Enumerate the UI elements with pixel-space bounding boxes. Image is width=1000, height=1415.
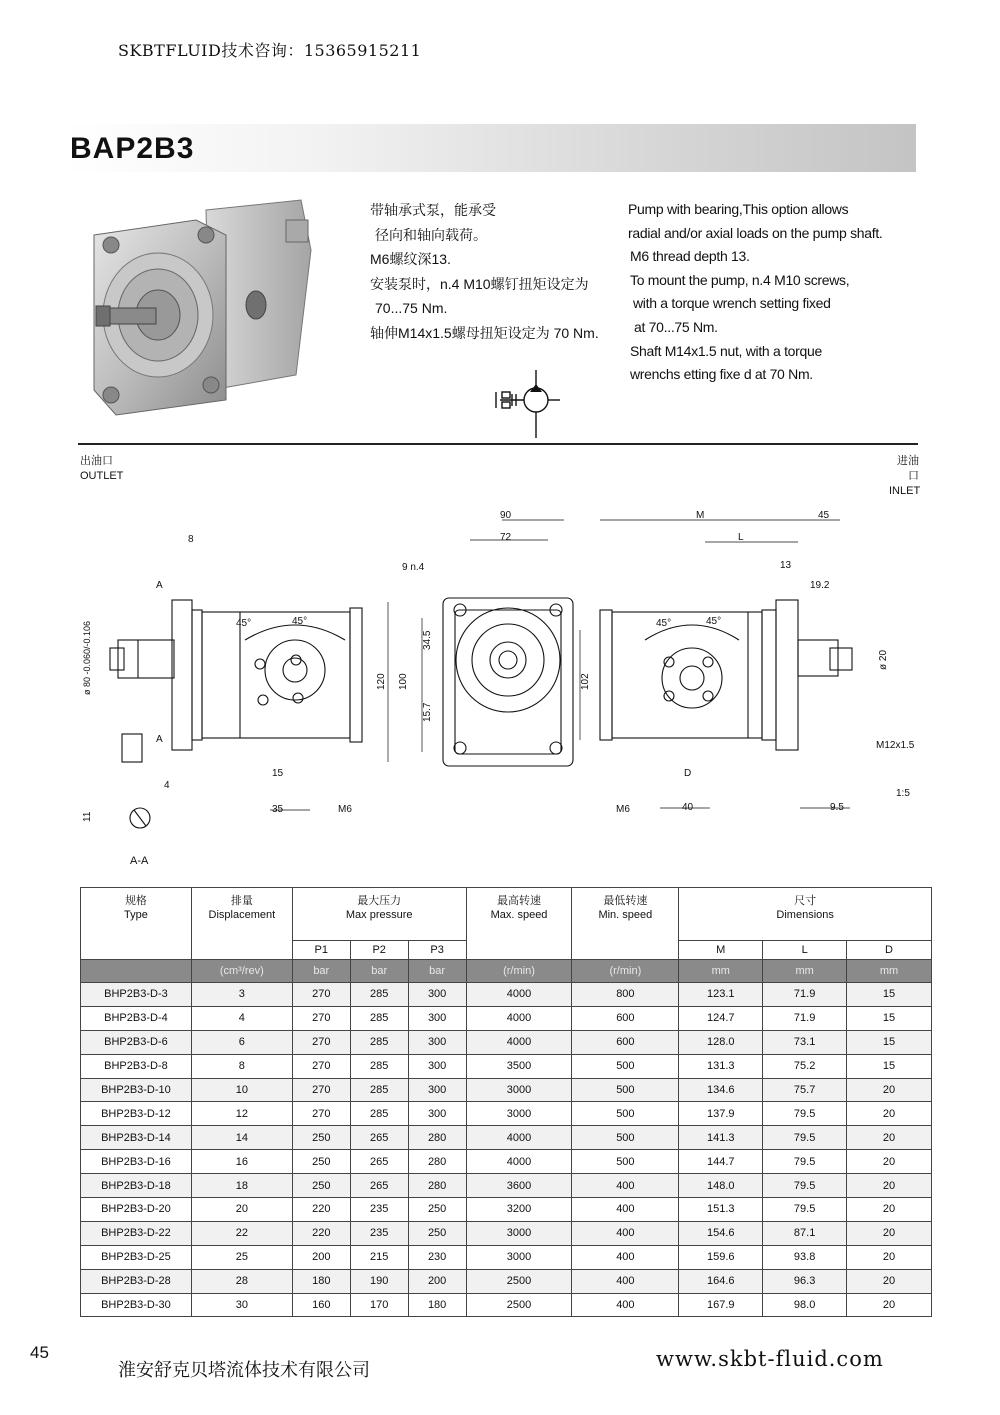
unit-cell: bar [350, 960, 408, 983]
value-cell: 3000 [466, 1245, 572, 1269]
dim-8: 8 [188, 534, 194, 545]
value-cell: 93.8 [763, 1245, 847, 1269]
value-cell: 22 [191, 1221, 292, 1245]
angle-45-d: 45° [706, 616, 722, 627]
header-type: 规格 Type [81, 888, 192, 960]
value-cell: 12 [191, 1102, 292, 1126]
value-cell: 300 [408, 1102, 466, 1126]
value-cell: 265 [350, 1174, 408, 1198]
type-cell: BHP2B3-D-25 [81, 1245, 192, 1269]
dim-72: 72 [500, 532, 512, 543]
header-max-speed: 最高转速 Max. speed [466, 888, 572, 960]
value-cell: 15 [847, 1030, 932, 1054]
value-cell: 250 [292, 1174, 350, 1198]
value-cell: 20 [847, 1198, 932, 1222]
type-cell: BHP2B3-D-22 [81, 1221, 192, 1245]
value-cell: 98.0 [763, 1293, 847, 1317]
desc-cn-line: 70...75 Nm. [375, 300, 448, 316]
inlet-label: 进油口 INLET [889, 455, 921, 497]
table-row [81, 983, 932, 1007]
value-cell: 167.9 [679, 1293, 763, 1317]
value-cell: 400 [572, 1293, 679, 1317]
angle-45-b: 45° [292, 616, 308, 627]
dim-100: 100 [398, 673, 409, 690]
value-cell: 154.6 [679, 1221, 763, 1245]
value-cell: 151.3 [679, 1198, 763, 1222]
value-cell: 4000 [466, 983, 572, 1007]
value-cell: 144.7 [679, 1150, 763, 1174]
header-displacement: 排量 Displacement [191, 888, 292, 960]
value-cell: 128.0 [679, 1030, 763, 1054]
header-l: L [763, 941, 847, 960]
type-cell: BHP2B3-D-20 [81, 1198, 192, 1222]
value-cell: 79.5 [763, 1102, 847, 1126]
value-cell: 300 [408, 983, 466, 1007]
type-cell: BHP2B3-D-14 [81, 1126, 192, 1150]
value-cell: 141.3 [679, 1126, 763, 1150]
value-cell: 15 [847, 1006, 932, 1030]
dim-13: 13 [780, 560, 792, 571]
dim-34-5: 34.5 [422, 630, 433, 650]
table-row [81, 1078, 932, 1102]
value-cell: 235 [350, 1198, 408, 1222]
header-d: D [847, 941, 932, 960]
value-cell: 285 [350, 1054, 408, 1078]
value-cell: 300 [408, 1078, 466, 1102]
description-cn [370, 198, 600, 345]
units-row [81, 960, 932, 983]
description-en [628, 198, 898, 387]
type-cell: BHP2B3-D-4 [81, 1006, 192, 1030]
value-cell: 15 [847, 983, 932, 1007]
value-cell: 400 [572, 1269, 679, 1293]
unit-cell: mm [763, 960, 847, 983]
value-cell: 14 [191, 1126, 292, 1150]
header-p3: P3 [408, 941, 466, 960]
value-cell: 3 [191, 983, 292, 1007]
page-title: BAP2B3 [70, 132, 195, 165]
type-cell: BHP2B3-D-18 [81, 1174, 192, 1198]
desc-en-line: with a torque wrench setting fixed [633, 295, 831, 312]
value-cell: 4000 [466, 1030, 572, 1054]
value-cell: 800 [572, 983, 679, 1007]
value-cell: 20 [847, 1245, 932, 1269]
value-cell: 400 [572, 1221, 679, 1245]
value-cell: 18 [191, 1174, 292, 1198]
value-cell: 500 [572, 1126, 679, 1150]
value-cell: 15 [847, 1054, 932, 1078]
table-row [81, 1174, 932, 1198]
value-cell: 500 [572, 1078, 679, 1102]
dim-m: M [696, 510, 705, 521]
table-row [81, 1198, 932, 1222]
desc-en-line: Shaft M14x1.5 nut, with a torque [630, 342, 822, 359]
value-cell: 75.2 [763, 1054, 847, 1078]
dim-a-top: A [156, 580, 163, 591]
type-cell: BHP2B3-D-10 [81, 1078, 192, 1102]
table-row [81, 1269, 932, 1293]
header-pressure: 最大压力 Max pressure [292, 888, 466, 941]
value-cell: 270 [292, 1078, 350, 1102]
value-cell: 400 [572, 1174, 679, 1198]
value-cell: 280 [408, 1174, 466, 1198]
value-cell: 250 [408, 1198, 466, 1222]
dim-90: 90 [500, 510, 512, 521]
value-cell: 3000 [466, 1102, 572, 1126]
dim-4: 4 [164, 780, 170, 791]
value-cell: 20 [847, 1126, 932, 1150]
page-number: 45 [30, 1343, 49, 1362]
value-cell: 170 [350, 1293, 408, 1317]
spec-table [80, 887, 932, 1317]
value-cell: 270 [292, 1030, 350, 1054]
value-cell: 124.7 [679, 1006, 763, 1030]
value-cell: 71.9 [763, 1006, 847, 1030]
desc-en-line: M6 thread depth 13. [630, 248, 750, 265]
header-dimensions: 尺寸 Dimensions [679, 888, 932, 941]
unit-cell: bar [292, 960, 350, 983]
type-cell: BHP2B3-D-3 [81, 983, 192, 1007]
value-cell: 600 [572, 1006, 679, 1030]
dim-15-7: 15.7 [422, 702, 433, 722]
desc-cn-line: 安装泵时，n.4 M10螺钉扭矩设定为 [370, 275, 589, 292]
table-row [81, 1102, 932, 1126]
value-cell: 6 [191, 1030, 292, 1054]
value-cell: 250 [292, 1126, 350, 1150]
value-cell: 270 [292, 1006, 350, 1030]
dim-45: 45 [818, 510, 830, 521]
dim-20: ø 20 [878, 649, 889, 670]
value-cell: 131.3 [679, 1054, 763, 1078]
table-row [81, 1030, 932, 1054]
unit-cell: bar [408, 960, 466, 983]
pump-photo [86, 190, 344, 420]
value-cell: 180 [292, 1269, 350, 1293]
value-cell: 3600 [466, 1174, 572, 1198]
value-cell: 20 [847, 1293, 932, 1317]
value-cell: 400 [572, 1198, 679, 1222]
value-cell: 79.5 [763, 1150, 847, 1174]
dim-11: 11 [82, 811, 93, 822]
value-cell: 79.5 [763, 1198, 847, 1222]
technical-drawing [60, 490, 940, 880]
dim-m12: M12x1.5 [876, 740, 915, 751]
value-cell: 16 [191, 1150, 292, 1174]
desc-en-line: wrenchs etting fixe d at 70 Nm. [630, 366, 813, 383]
dim-35: 35 [272, 804, 284, 815]
unit-cell: (cm³/rev) [191, 960, 292, 983]
dim-m6-right: M6 [616, 804, 630, 815]
header-p1: P1 [292, 941, 350, 960]
value-cell: 3500 [466, 1054, 572, 1078]
value-cell: 71.9 [763, 983, 847, 1007]
value-cell: 220 [292, 1221, 350, 1245]
angle-45-a: 45° [236, 618, 252, 629]
table-row [81, 1150, 932, 1174]
value-cell: 270 [292, 1102, 350, 1126]
dim-ratio: 1:5 [896, 788, 910, 799]
desc-en-line: radial and/or axial loads on the pump shaft. [628, 224, 883, 241]
value-cell: 500 [572, 1102, 679, 1126]
header-contact: SKBTFLUID技术咨询：15365915211 [118, 41, 422, 60]
unit-cell: (r/min) [572, 960, 679, 983]
value-cell: 285 [350, 1078, 408, 1102]
value-cell: 73.1 [763, 1030, 847, 1054]
value-cell: 285 [350, 983, 408, 1007]
desc-en-line: at 70...75 Nm. [634, 318, 718, 335]
dim-9n4: 9 n.4 [402, 562, 425, 573]
value-cell: 123.1 [679, 983, 763, 1007]
value-cell: 500 [572, 1054, 679, 1078]
value-cell: 137.9 [679, 1102, 763, 1126]
value-cell: 285 [350, 1030, 408, 1054]
value-cell: 400 [572, 1245, 679, 1269]
type-cell: BHP2B3-D-8 [81, 1054, 192, 1078]
value-cell: 220 [292, 1198, 350, 1222]
type-cell: BHP2B3-D-12 [81, 1102, 192, 1126]
dim-aa: A-A [130, 855, 149, 867]
unit-cell: mm [847, 960, 932, 983]
hydraulic-pump-symbol [494, 368, 564, 440]
dim-102: 102 [580, 673, 591, 690]
value-cell: 20 [847, 1221, 932, 1245]
value-cell: 215 [350, 1245, 408, 1269]
value-cell: 20 [847, 1174, 932, 1198]
value-cell: 200 [292, 1245, 350, 1269]
value-cell: 20 [847, 1102, 932, 1126]
table-row [81, 1221, 932, 1245]
value-cell: 285 [350, 1006, 408, 1030]
value-cell: 10 [191, 1078, 292, 1102]
value-cell: 250 [408, 1221, 466, 1245]
value-cell: 160 [292, 1293, 350, 1317]
desc-cn-line: 轴伸M14x1.5螺母扭矩设定为 70 Nm. [370, 324, 599, 341]
value-cell: 235 [350, 1221, 408, 1245]
value-cell: 300 [408, 1054, 466, 1078]
value-cell: 164.6 [679, 1269, 763, 1293]
footer-company: 淮安舒克贝塔流体技术有限公司 [118, 1360, 370, 1381]
value-cell: 180 [408, 1293, 466, 1317]
section-divider [78, 443, 918, 445]
value-cell: 79.5 [763, 1126, 847, 1150]
dim-a-bottom: A [156, 734, 163, 745]
dim-120: 120 [376, 673, 387, 690]
value-cell: 30 [191, 1293, 292, 1317]
table-row [81, 1126, 932, 1150]
value-cell: 25 [191, 1245, 292, 1269]
value-cell: 4000 [466, 1126, 572, 1150]
value-cell: 265 [350, 1126, 408, 1150]
dim-40: 40 [682, 802, 694, 813]
desc-en-line: Pump with bearing,This option allows [628, 201, 849, 217]
value-cell: 300 [408, 1006, 466, 1030]
dim-19-2: 19.2 [810, 580, 830, 591]
outlet-label: 出油口 OUTLET [80, 455, 124, 482]
value-cell: 2500 [466, 1293, 572, 1317]
value-cell: 270 [292, 1054, 350, 1078]
value-cell: 20 [847, 1150, 932, 1174]
value-cell: 20 [847, 1269, 932, 1293]
footer-website[interactable]: www.skbt-fluid.com [656, 1347, 884, 1371]
table-row [81, 1054, 932, 1078]
value-cell: 270 [292, 983, 350, 1007]
value-cell: 300 [408, 1030, 466, 1054]
type-cell: BHP2B3-D-28 [81, 1269, 192, 1293]
value-cell: 3000 [466, 1078, 572, 1102]
dim-15: 15 [272, 768, 284, 779]
table-row [81, 1293, 932, 1317]
dim-d: D [684, 768, 692, 779]
value-cell: 285 [350, 1102, 408, 1126]
value-cell: 20 [847, 1078, 932, 1102]
value-cell: 3000 [466, 1221, 572, 1245]
dim-m6-left: M6 [338, 804, 352, 815]
dim-l: L [738, 532, 744, 543]
value-cell: 96.3 [763, 1269, 847, 1293]
value-cell: 280 [408, 1150, 466, 1174]
value-cell: 20 [191, 1198, 292, 1222]
value-cell: 87.1 [763, 1221, 847, 1245]
unit-cell: mm [679, 960, 763, 983]
value-cell: 250 [292, 1150, 350, 1174]
dim-80: ø 80 -0.060/-0.106 [82, 620, 92, 695]
type-cell: BHP2B3-D-30 [81, 1293, 192, 1317]
value-cell: 265 [350, 1150, 408, 1174]
value-cell: 4 [191, 1006, 292, 1030]
value-cell: 8 [191, 1054, 292, 1078]
type-cell: BHP2B3-D-16 [81, 1150, 192, 1174]
desc-cn-line: 径向和轴向载荷。 [375, 226, 487, 243]
value-cell: 75.7 [763, 1078, 847, 1102]
angle-45-c: 45° [656, 618, 672, 629]
dim-9-5: 9.5 [830, 802, 844, 813]
value-cell: 3200 [466, 1198, 572, 1222]
value-cell: 500 [572, 1150, 679, 1174]
value-cell: 280 [408, 1126, 466, 1150]
desc-cn-line: M6螺纹深13. [370, 251, 451, 267]
value-cell: 134.6 [679, 1078, 763, 1102]
table-row [81, 1006, 932, 1030]
value-cell: 148.0 [679, 1174, 763, 1198]
header-m: M [679, 941, 763, 960]
table-row [81, 1245, 932, 1269]
value-cell: 159.6 [679, 1245, 763, 1269]
value-cell: 230 [408, 1245, 466, 1269]
header-p2: P2 [350, 941, 408, 960]
value-cell: 2500 [466, 1269, 572, 1293]
value-cell: 600 [572, 1030, 679, 1054]
value-cell: 28 [191, 1269, 292, 1293]
value-cell: 79.5 [763, 1174, 847, 1198]
value-cell: 200 [408, 1269, 466, 1293]
desc-cn-line: 带轴承式泵，能承受 [370, 202, 496, 218]
unit-cell: (r/min) [466, 960, 572, 983]
value-cell: 4000 [466, 1006, 572, 1030]
value-cell: 190 [350, 1269, 408, 1293]
value-cell: 4000 [466, 1150, 572, 1174]
header-min-speed: 最低转速 Min. speed [572, 888, 679, 960]
desc-en-line: To mount the pump, n.4 M10 screws, [630, 271, 850, 288]
type-cell: BHP2B3-D-6 [81, 1030, 192, 1054]
